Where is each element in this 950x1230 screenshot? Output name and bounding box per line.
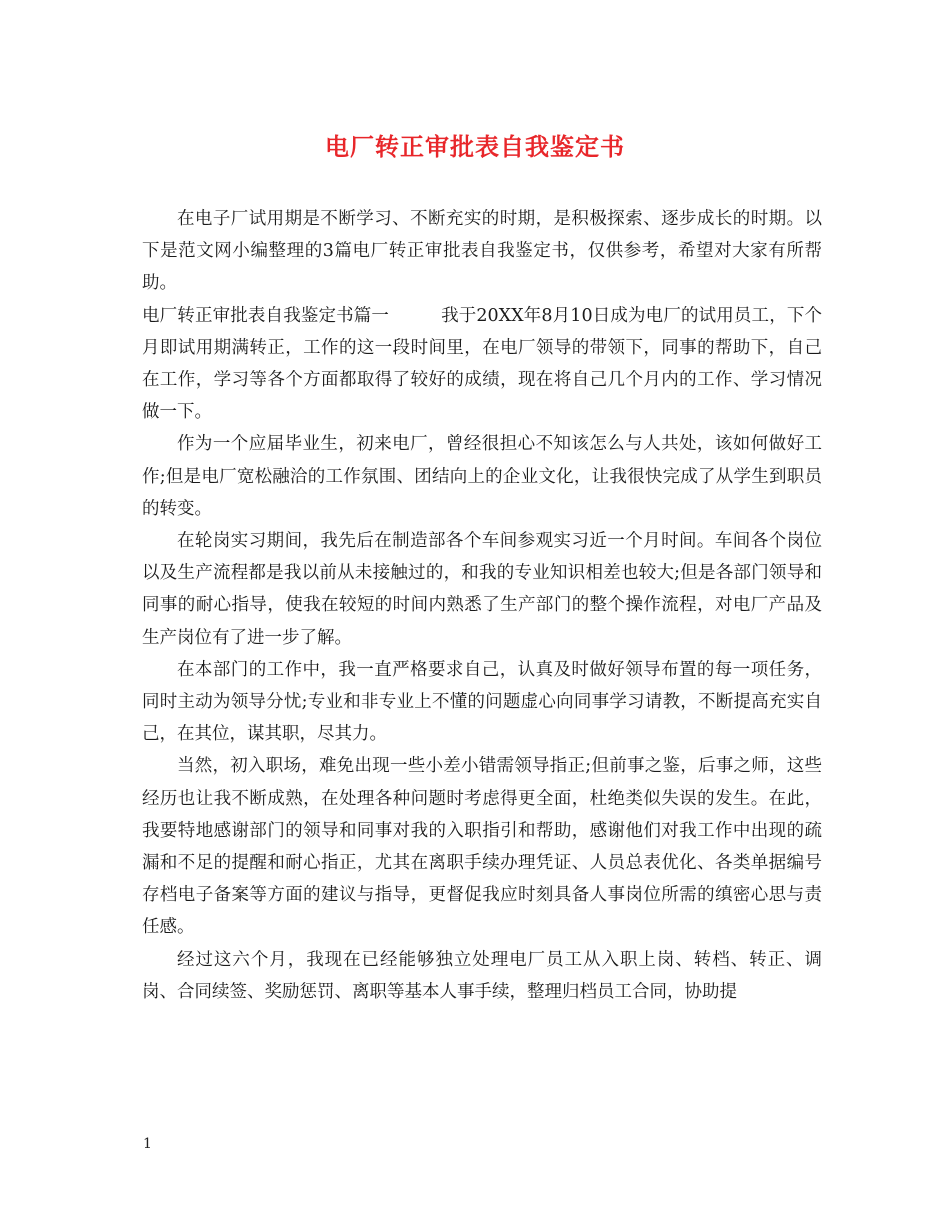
body-paragraph: 作为一个应届毕业生，初来电厂，曾经很担心不知该怎么与人共处，该如何做好工作;但是电厂宽松融洽的工作氛围、团结向上的企业文化，让我很快完成了从学生到职员的转变。	[142, 434, 822, 519]
intro-paragraph: 在电子厂试用期是不断学习、不断充实的时期，是积极探索、逐步成长的时期。以下是范文网小编整理的3篇电厂转正审批表自我鉴定书，仅供参考，希望对大家有所帮助。	[142, 209, 822, 294]
section-heading: 电厂转正审批表自我鉴定书篇一	[142, 305, 390, 326]
body-paragraph: 在轮岗实习期间，我先后在制造部各个车间参观实习近一个月时间。车间各个岗位以及生产流程都是我以前从未接触过的，和我的专业知识相差也较大;但是各部门领导和同事的耐心指导，使我在较短的时间内熟悉了生产部门的整个操作流程，对电厂产品及生产岗位有了进一步了解。	[142, 531, 822, 648]
body-paragraph: 在本部门的工作中，我一直严格要求自己，认真及时做好领导布置的每一项任务，同时主动为领导分忧;专业和非专业上不懂的问题虚心向同事学习请教，不断提高充实自己，在其位，谋其职，尽其力。	[142, 659, 822, 745]
page-number: 1	[143, 1136, 152, 1152]
body-paragraph: 经过这六个月，我现在已经能够独立处理电厂员工从入职上岗、转档、转正、调岗、合同续签、奖励惩罚、离职等基本人事手续，整理归档员工合同，协助提	[142, 949, 822, 1002]
document-body	[142, 203, 822, 1008]
section-first-paragraph	[142, 300, 822, 429]
document-title: 电厂转正审批表自我鉴定书	[325, 132, 625, 161]
body-paragraph: 当然，初入职场，难免出现一些小差小错需领导指正;但前事之鉴，后事之师，这些经历也让我不断成熟，在处理各种问题时考虑得更全面，杜绝类似失误的发生。在此，我要特地感谢部门的领导和同事对我的入职指引和帮助，感谢他们对我工作中出现的疏漏和不足的提醒和耐心指正，尤其在离职手续办理凭证、人员总表优化、各类单据编号存档电子备案等方面的建议与指导，更督促我应时刻具备人事岗位所需的缜密心思与责任感。	[142, 756, 822, 938]
section-first-text: 我于20XX年8月10日成为电厂的试用员工，下个月即试用期满转正，工作的这一段时间里，在电厂领导的带领下，同事的帮助下，自己在工作，学习等各个方面都取得了较好的成绩，现在将自己几个月内的工作、学习情况做一下。	[142, 305, 823, 423]
